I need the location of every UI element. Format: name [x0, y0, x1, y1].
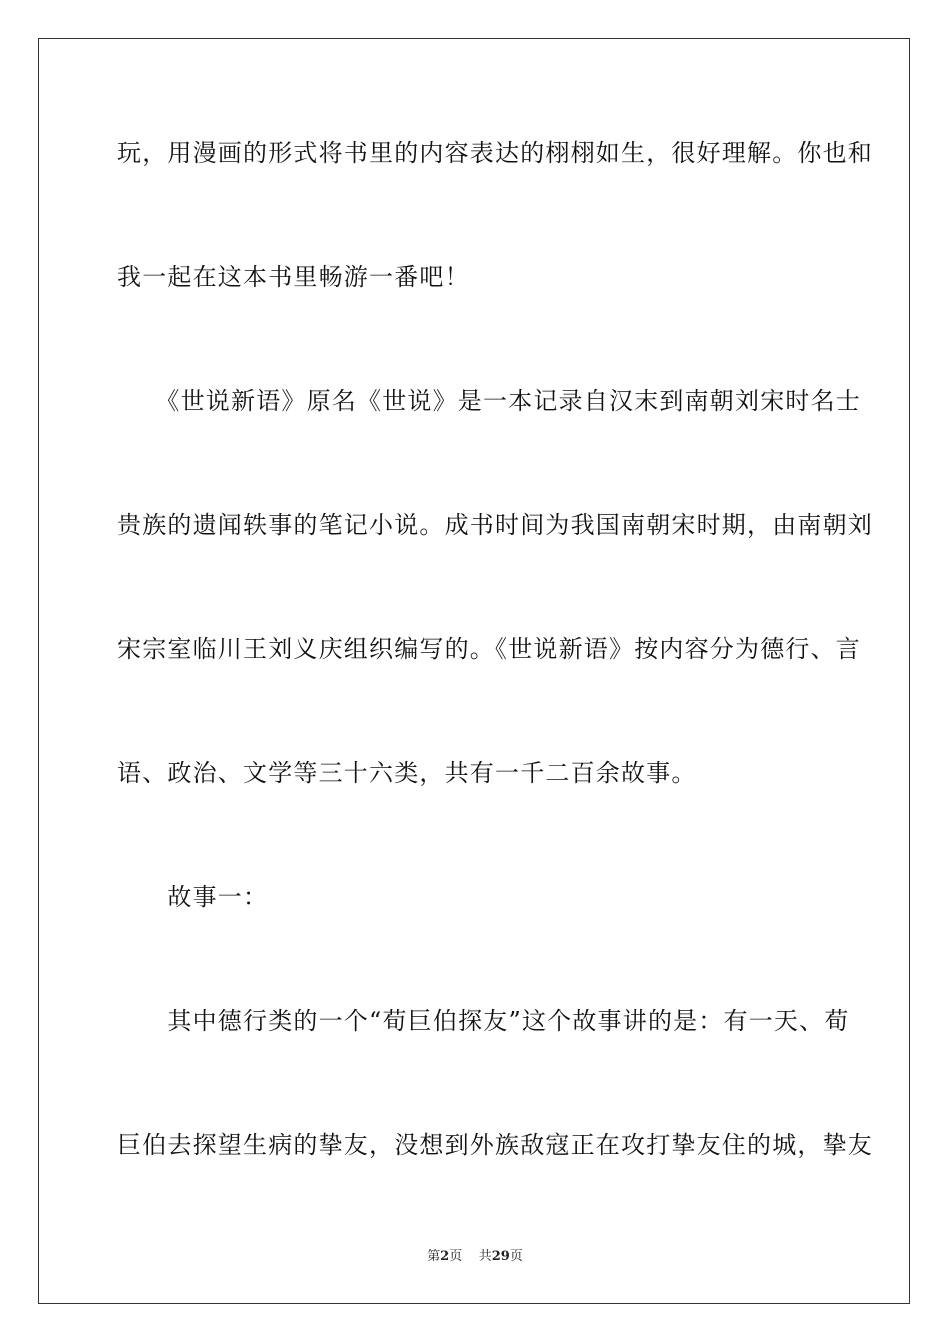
body-text-line: 玩，用漫画的形式将书里的内容表达的栩栩如生，很好理解。你也和 [117, 139, 873, 167]
total-prefix: 共 [478, 1249, 492, 1264]
page-footer [0, 1248, 950, 1266]
body-text-line: 宋宗室临川王刘义庆组织编写的。《世说新语》按内容分为德行、言 [117, 635, 861, 663]
body-text-line: 巨伯去探望生病的挚友，没想到外族敌寇正在攻打挚友住的城，挚友 [117, 1131, 873, 1159]
body-text-line: 贵族的遗闻轶事的笔记小说。成书时间为我国南朝宋时期，由南朝刘 [117, 511, 873, 539]
body-text-line: 其中德行类的一个“荀巨伯探友”这个故事讲的是：有一天、荀 [117, 1007, 850, 1035]
body-text-line: 《世说新语》原名《世说》是一本记录自汉末到南朝刘宋时名士 [117, 387, 861, 415]
section-heading: 故事一： [117, 883, 269, 911]
page-number: 2 [440, 1249, 450, 1264]
total-suffix: 页 [509, 1249, 523, 1264]
total-pages: 29 [491, 1249, 510, 1264]
body-text-line: 我一起在这本书里畅游一番吧！ [117, 263, 470, 291]
page-prefix: 第 [427, 1249, 441, 1264]
page-border [38, 38, 910, 1304]
body-text-line: 语、政治、文学等三十六类，共有一千二百余故事。 [117, 759, 697, 787]
page-suffix: 页 [449, 1249, 463, 1264]
